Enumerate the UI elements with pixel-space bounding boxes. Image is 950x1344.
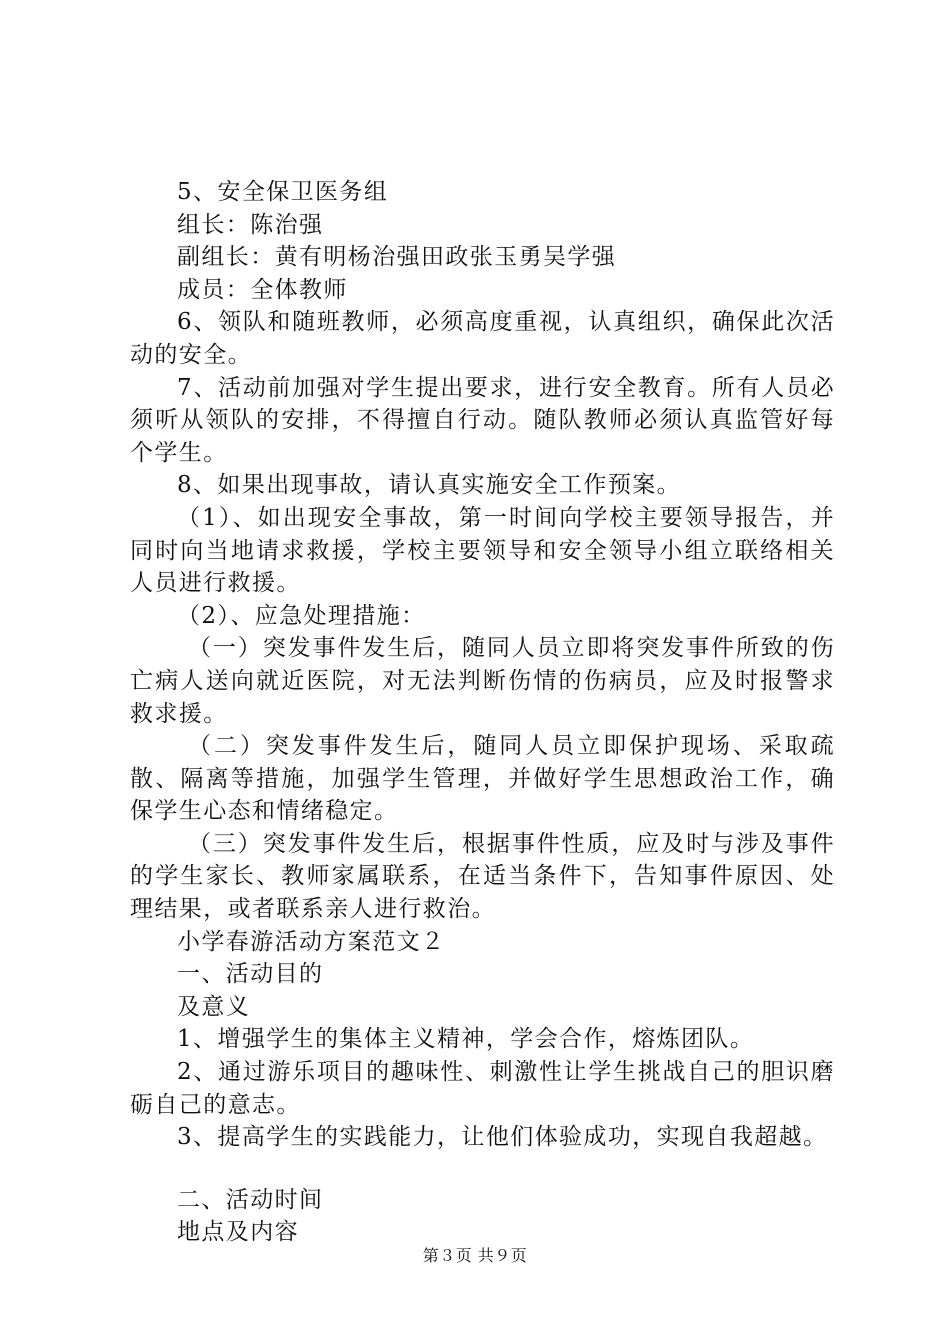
document-body xyxy=(130,176,835,1249)
paragraph: （2）、应急处理措施： xyxy=(177,602,426,629)
section-heading: 小学春游活动方案范文２ xyxy=(177,928,446,955)
section-heading: 二、活动时间 xyxy=(177,1186,324,1213)
paragraph: 成员：全体教师 xyxy=(177,276,348,303)
paragraph: 5、安全保卫医务组 xyxy=(177,179,389,205)
page-number-footer: 第３页 共９页 xyxy=(422,1246,528,1265)
section-heading: 地点及内容 xyxy=(177,1219,299,1246)
paragraph: （一）突发事件发生后，随同人员立即将突发事件所致的伤亡病人送向就近医院，对无法判断伤情的伤病员，应及时报警求救求援。 xyxy=(130,635,835,727)
paragraph: （三）突发事件发生后，根据事件性质，应及时与涉及事件的学生家长、教师家属联系，在适当条件下，告知事件原因、处理结果，或者联系亲人进行救治。 xyxy=(130,830,835,923)
paragraph: 8、如果出现事故，请认真实施安全工作预案。 xyxy=(177,472,682,499)
paragraph: 1、增强学生的集体主义精神，学会合作，熔炼团队。 xyxy=(177,1026,755,1053)
paragraph: （1）、如出现安全事故，第一时间向学校主要领导报告，并同时向当地请求救援，学校主要领导和安全领导小组立联络相关人员进行救援。 xyxy=(130,504,835,597)
paragraph: （二）突发事件发生后，随同人员立即保护现场、采取疏散、隔离等措施，加强学生管理，并做好学生思想政治工作，确保学生心态和情绪稳定。 xyxy=(130,733,835,825)
paragraph: 7、活动前加强对学生提出要求，进行安全教育。所有人员必须听从领队的安排，不得擅自行动。随队教师必须认真监管好每个学生。 xyxy=(130,374,835,466)
paragraph: 6、领队和随班教师，必须高度重视，认真组织，确保此次活动的安全。 xyxy=(130,309,835,368)
section-heading: 一、活动目的 xyxy=(177,961,324,988)
section-heading: 及意义 xyxy=(177,993,251,1020)
paragraph: 2、通过游乐项目的趣味性、刺激性让学生挑战自己的胆识磨砺自己的意志。 xyxy=(130,1059,835,1118)
paragraph: 组长：陈治强 xyxy=(177,211,324,238)
paragraph: 副组长：黄有明杨治强田政张玉勇吴学强 xyxy=(177,244,617,271)
paragraph: 3、提高学生的实践能力，让他们体验成功，实现自我超越。 xyxy=(177,1124,828,1151)
